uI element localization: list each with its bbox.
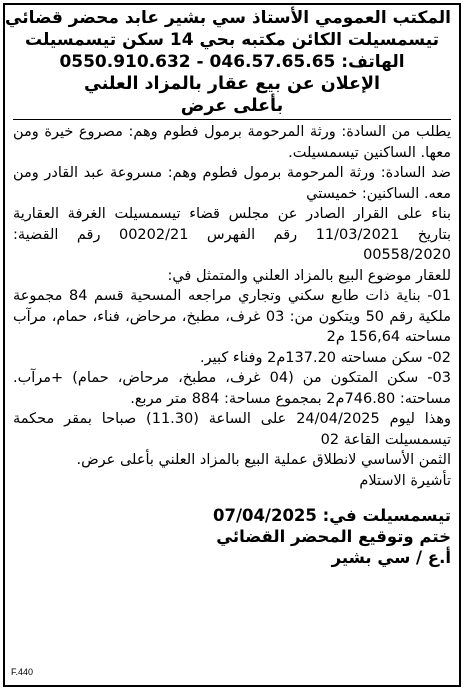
office-name: المكتب العمومي الأستاذ سي بشير عابد محضر قضائي xyxy=(5,8,451,28)
office-address: تيسمسيلت الكائن مكتبه بحي 14 سكن تيسمسيلت xyxy=(24,30,440,50)
property-item-3: 03- سكن المتكون من (04 غرف، مطبخ، مرحاض، حمام) +مرآب. مساحته: 746.80م2 بمجموع مساحة: 884 متر مربع. xyxy=(13,370,451,407)
office-phone: الهاتف: 046.57.65.65 - 0550.910.632 xyxy=(59,52,405,72)
divider xyxy=(13,119,451,120)
reference-code: F.440 xyxy=(11,667,34,677)
plaintiffs-paragraph: يطلب من السادة: ورثة المرحومة برمول فطوم وهم: مصروع خيرة ومن معها. الساكنين تيسمسيلت. xyxy=(13,124,451,161)
base-price: الثمن الأساسي لانطلاق عملية البيع بالمزاد العلني بأعلى عرض. xyxy=(76,452,451,468)
property-item-2: 02- سكن مساحته 137.20م2 وفناء كبير. xyxy=(200,349,451,366)
announcement-frame xyxy=(3,3,461,687)
bailiff-initials: أ.ع / سي بشير xyxy=(331,548,451,567)
auction-session: وهذا ليوم 24/04/2025 على الساعة (11.30) صباحا بمقر محكمة تيسمسيلت القاعة 02 xyxy=(13,411,451,448)
defendants-paragraph: ضد السادة: ورثة المرحومة برمول فطوم وهم: مسروعة عبد القادر ومن معه. الساكنين: خميستي xyxy=(13,165,451,202)
announcement-subtitle: بأعلى عرض xyxy=(180,96,284,116)
property-item-1: 01- بناية ذات طابع سكني وتجاري مراجعه المسحية قسم 84 مجموعة ملكية رقم 50 ويتكون من: 03 غرف، مطبخ، مرحاض، فناء، حمام، مرآب مساحته 156,64 م2 xyxy=(13,288,451,345)
property-intro: للعقار موضوع البيع بالمزاد العلني والمتمثل في: xyxy=(167,267,451,284)
place-date: تيسمسيلت في: 07/04/2025 xyxy=(212,506,451,525)
decision-paragraph: بناء على القرار الصادر عن مجلس قضاء تيسمسيلت الغرفة العقارية بتاريخ 11/03/2021 رقم الفهرس 00202/21 رقم القضية: 00558/2020 xyxy=(13,206,451,263)
receipt-visa: تأشيرة الاستلام xyxy=(359,472,451,489)
stamp-signature-label: ختم وتوقيع المحضر القضائي xyxy=(216,527,451,546)
announcement-content xyxy=(5,7,451,568)
announcement-title: الإعلان عن بيع عقار بالمزاد العلني xyxy=(84,74,380,94)
